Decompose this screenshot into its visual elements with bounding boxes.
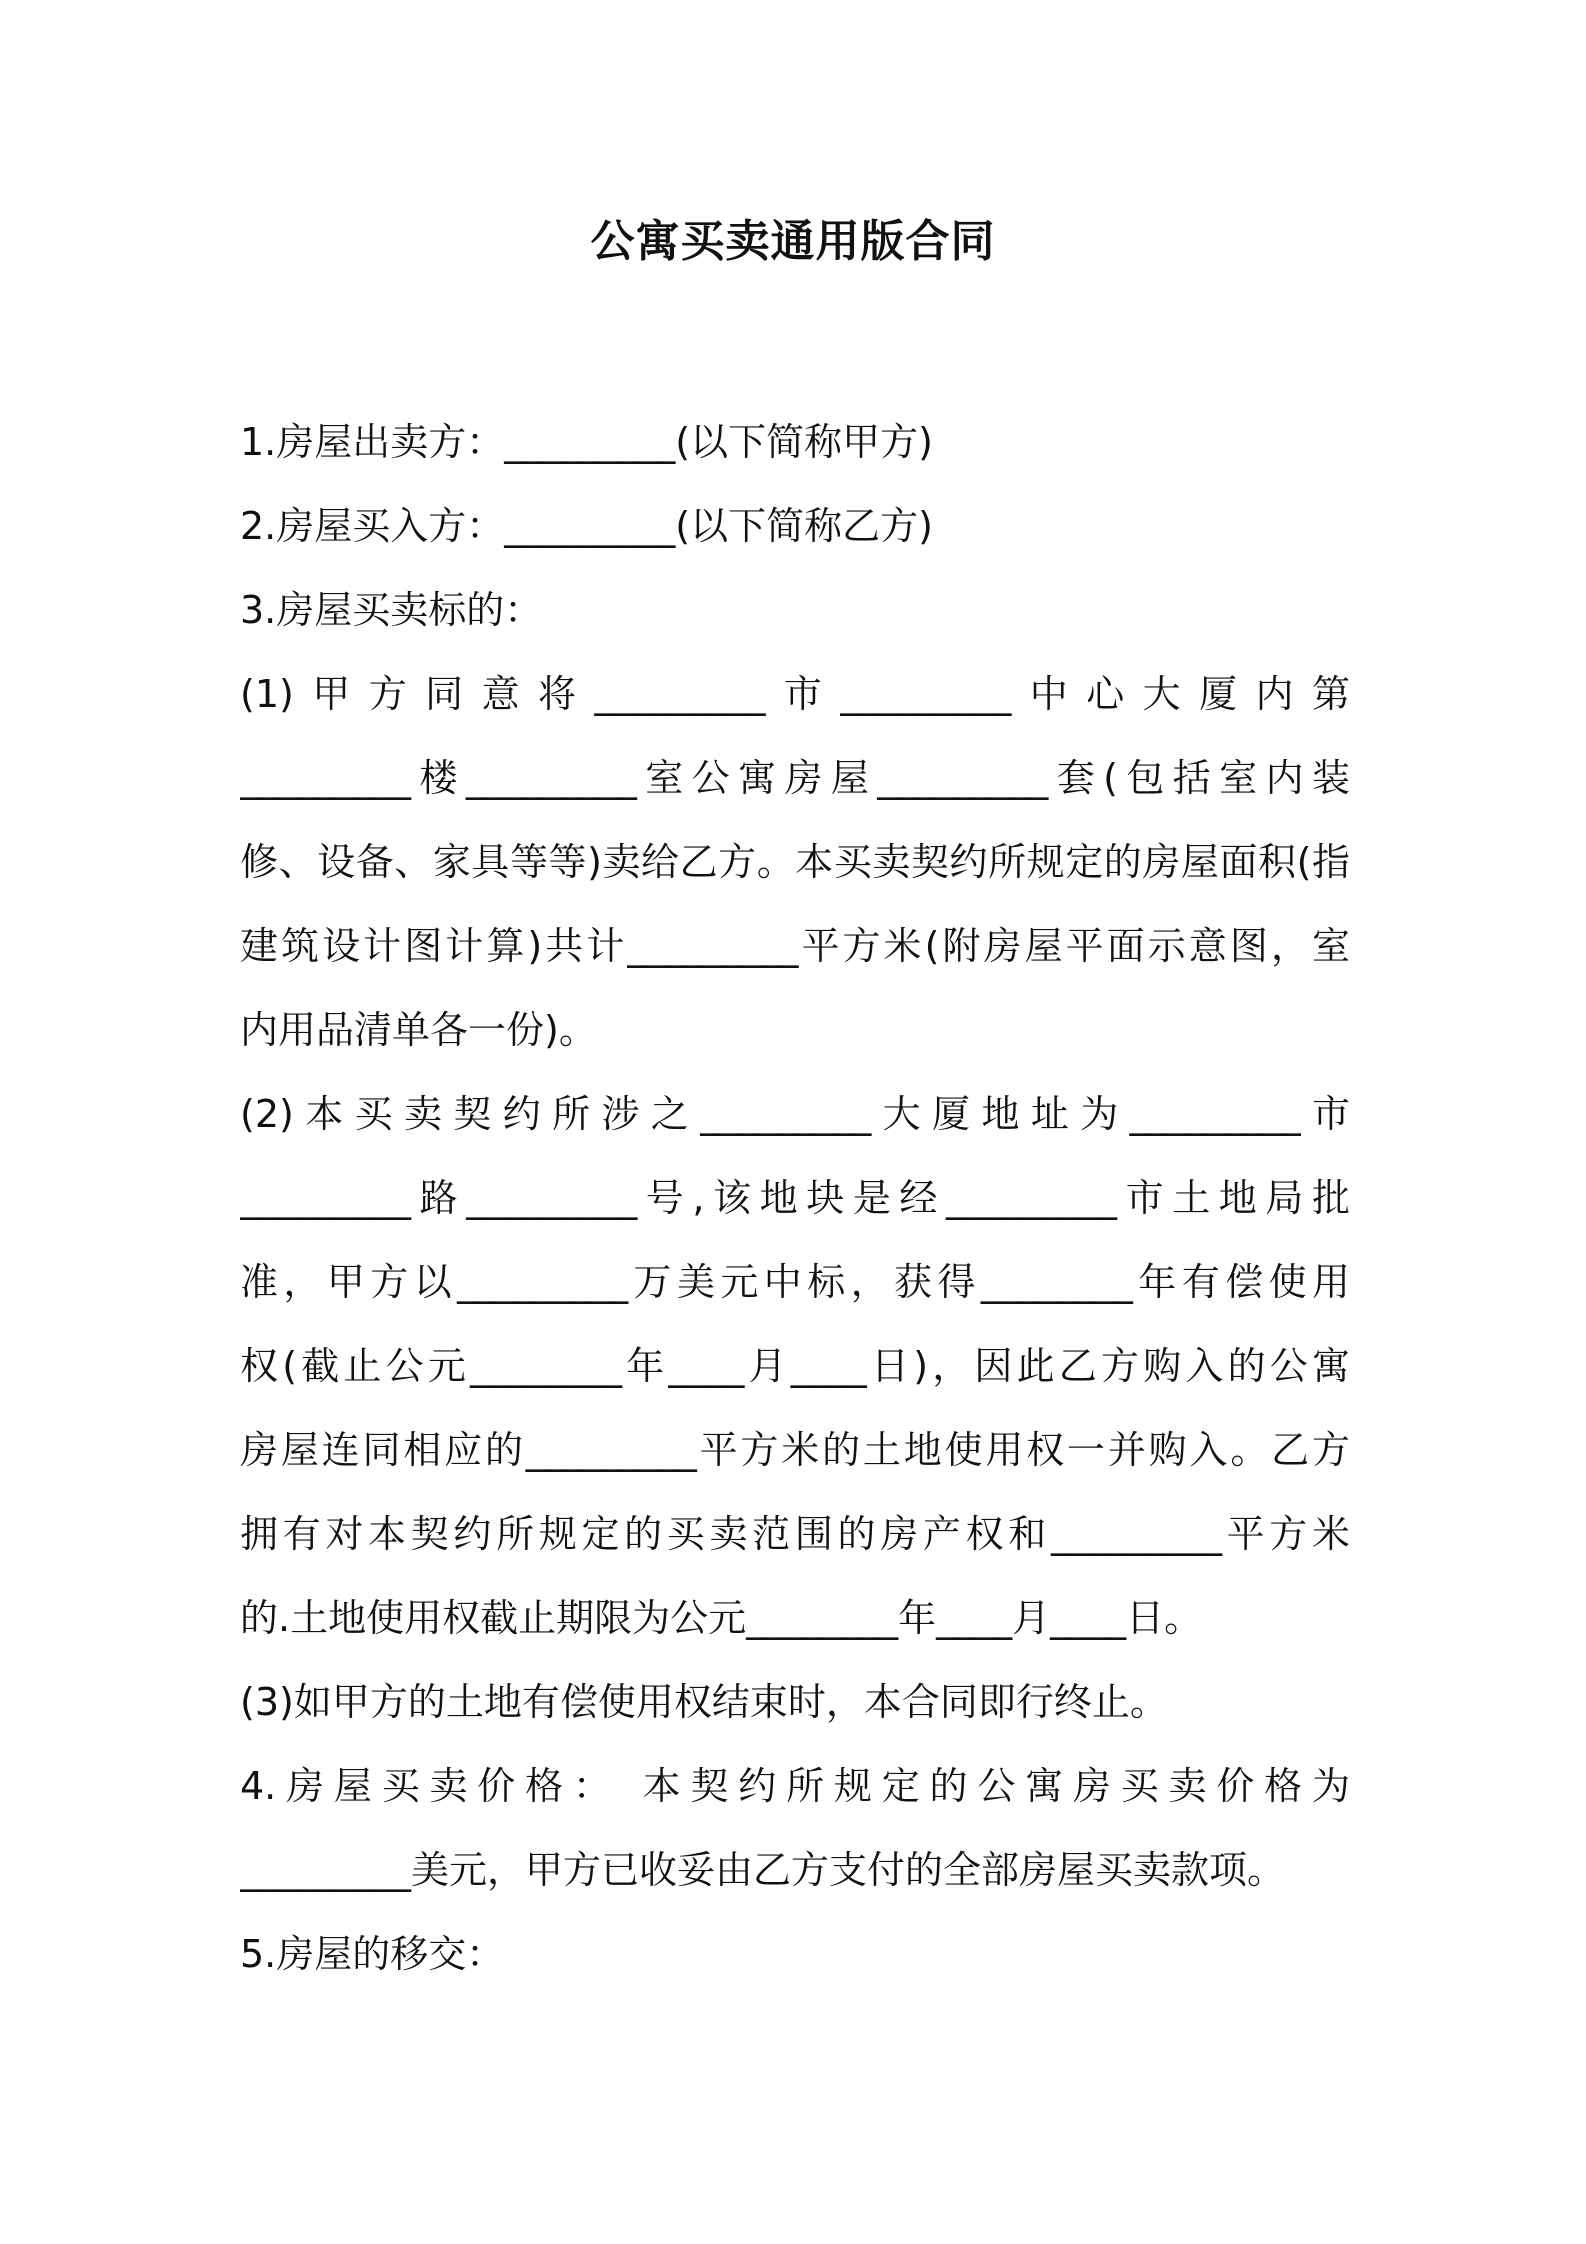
document-body bbox=[240, 400, 1350, 1996]
clause-line: 建筑设计图计算)共计_________平方米(附房屋平面示意图，室 bbox=[240, 924, 1350, 968]
clause-line: 的.土地使用权截止期限为公元________年____月____日。 bbox=[240, 1596, 1203, 1640]
clause-line: 准，甲方以_________万美元中标，获得________年有偿使用 bbox=[240, 1260, 1350, 1304]
clause-line: (1)甲方同意将_________市_________中心大厦内第 bbox=[240, 672, 1350, 716]
clause-line-handover-heading: 5.房屋的移交： bbox=[240, 1932, 505, 1976]
clause-line: (2)本买卖契约所涉之_________大厦地址为_________市 bbox=[240, 1092, 1350, 1136]
clause-line: _________美元，甲方已收妥由乙方支付的全部房屋买卖款项。 bbox=[240, 1848, 1286, 1892]
clause-line: _________路_________号,该地块是经_________市土地局批 bbox=[240, 1176, 1350, 1220]
document-title: 公寓买卖通用版合同 bbox=[590, 216, 996, 267]
clause-line: 拥有对本契约所规定的买卖范围的房产权和_________平方米 bbox=[240, 1512, 1350, 1556]
clause-line-seller: 1.房屋出卖方：_________(以下简称甲方) bbox=[240, 420, 933, 464]
clause-line: (3)如甲方的土地有偿使用权结束时，本合同即行终止。 bbox=[240, 1680, 1168, 1724]
clause-line-price: 4.房屋买卖价格： 本契约所规定的公寓房买卖价格为 bbox=[240, 1764, 1350, 1808]
clause-line: 房屋连同相应的_________平方米的土地使用权一并购入。乙方 bbox=[240, 1428, 1350, 1472]
clause-line: 内用品清单各一份)。 bbox=[240, 1008, 597, 1052]
clause-line-subject-heading: 3.房屋买卖标的： bbox=[240, 588, 543, 632]
clause-line: 修、设备、家具等等)卖给乙方。本买卖契约所规定的房屋面积(指 bbox=[240, 840, 1350, 884]
clause-line-buyer: 2.房屋买入方：_________(以下简称乙方) bbox=[240, 504, 933, 548]
clause-line: 权(截止公元________年____月____日)，因此乙方购入的公寓 bbox=[240, 1344, 1350, 1388]
clause-line: _________楼_________室公寓房屋_________套(包括室内装 bbox=[240, 756, 1350, 800]
